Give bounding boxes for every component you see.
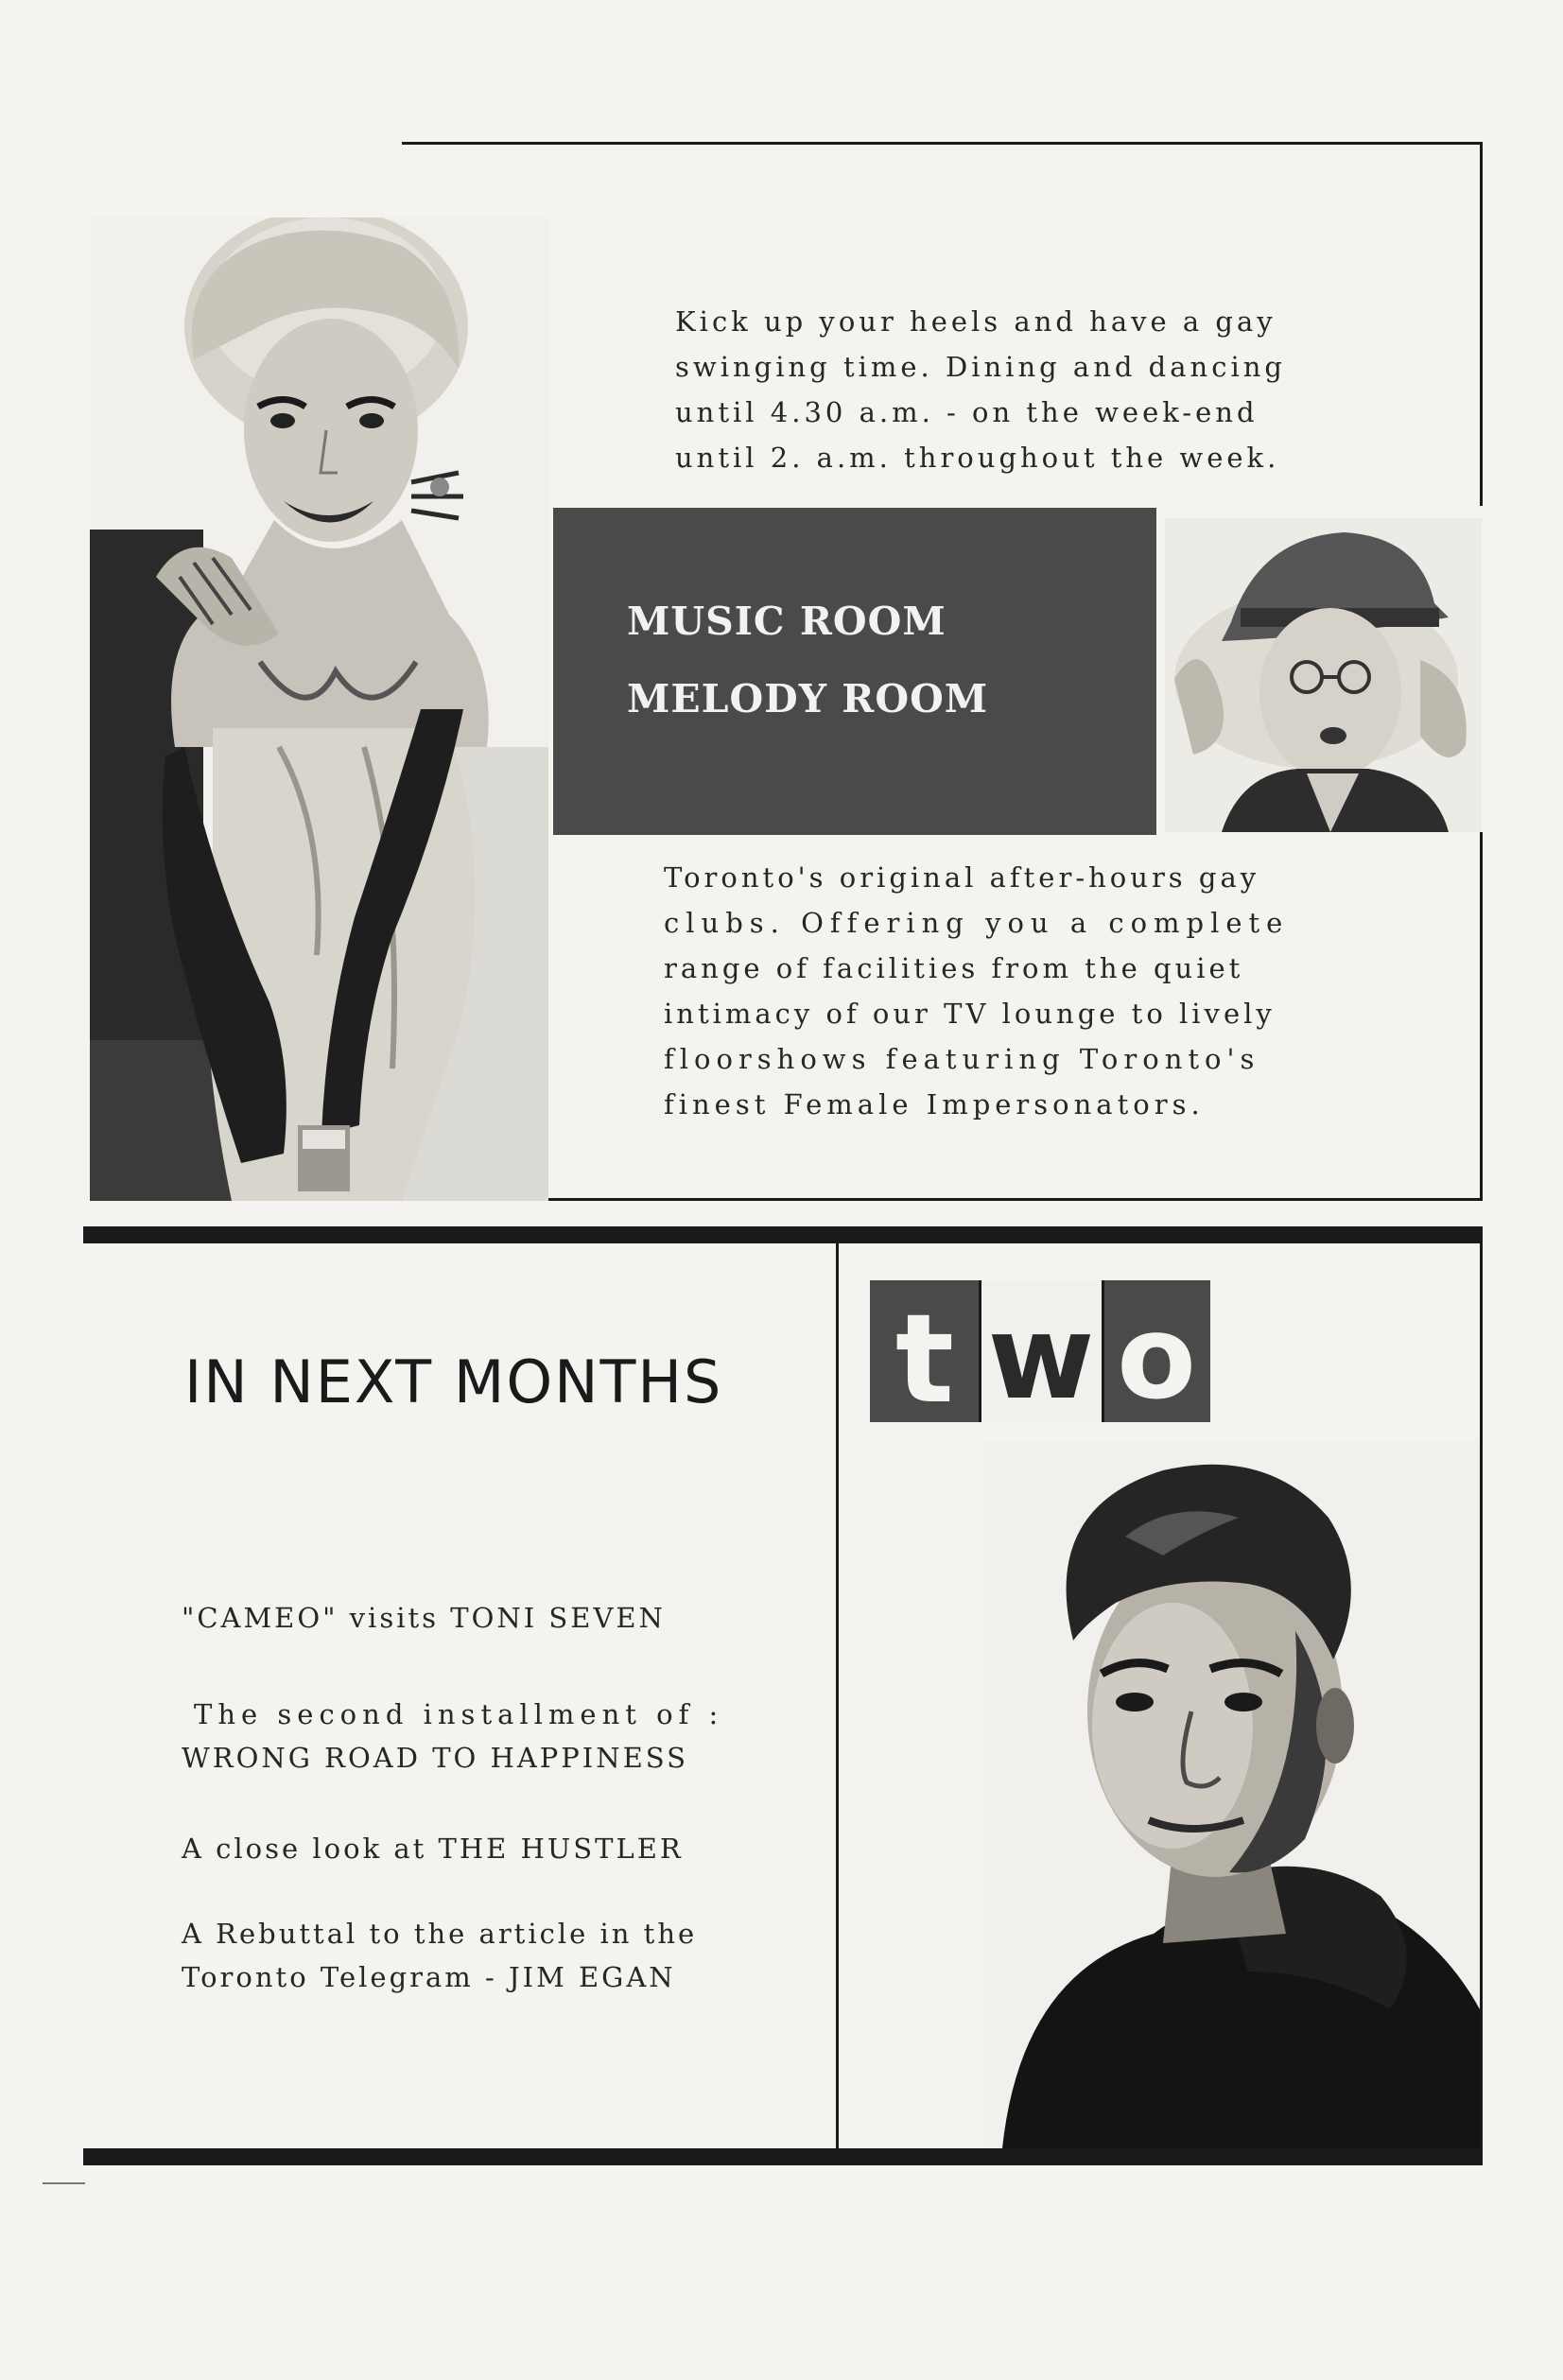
next-item-wrong-road: WRONG ROAD TO HAPPINESS (182, 1742, 689, 1774)
logo-letter-w: w (987, 1291, 1095, 1422)
ad-description-line-2: clubs. Offering you a complete (664, 907, 1290, 939)
young-man-portrait (983, 1442, 1480, 2148)
ad-description-line-1: Toronto's original after-hours gay (664, 861, 1260, 894)
club-name-melody-room: MELODY ROOM (627, 676, 989, 721)
ad-frame-top (402, 142, 1482, 145)
two-logo-letters (895, 1287, 1196, 1422)
logo-letter-o: o (1117, 1291, 1196, 1422)
ad-frame-bottom (402, 1198, 1482, 1201)
page-margin-mark (43, 2182, 85, 2184)
performer-photo (90, 217, 548, 1201)
next-item-installment-intro: The second installment of : (194, 1698, 724, 1730)
next-item-rebuttal: A Rebuttal to the article in the (182, 1918, 698, 1950)
ad-description-line-5: floorshows featuring Toronto's (664, 1043, 1260, 1075)
ad-intro-line-2: swinging time. Dining and dancing (675, 351, 1286, 383)
ad-intro-line-1: Kick up your heels and have a gay (675, 305, 1276, 338)
ad-description-line-4: intimacy of our TV lounge to lively (664, 998, 1276, 1030)
panel-bottom-bar (83, 2148, 1483, 2165)
next-item-cameo: "CAMEO" visits TONI SEVEN (182, 1602, 666, 1634)
ad-frame-right-lower (1480, 832, 1483, 1201)
panel-right-edge (1480, 1243, 1483, 2148)
hat-portrait-photo (1165, 518, 1482, 832)
ad-intro-line-3: until 4.30 a.m. - on the week-end (675, 396, 1259, 428)
ad-frame-right (1480, 142, 1483, 506)
logo-letter-t: t (894, 1287, 955, 1422)
next-item-telegram: Toronto Telegram - JIM EGAN (182, 1961, 676, 1993)
club-names-box (553, 508, 1156, 835)
ad-intro-line-4: until 2. a.m. throughout the week. (675, 442, 1280, 474)
club-name-music-room: MUSIC ROOM (627, 599, 946, 644)
ad-description-line-3: range of facilities from the quiet (664, 952, 1244, 984)
panel-top-bar (83, 1226, 1483, 1243)
panel-divider (836, 1243, 839, 2148)
ad-description-line-6: finest Female Impersonators. (664, 1088, 1205, 1121)
next-item-hustler: A close look at THE HUSTLER (182, 1833, 684, 1865)
two-magazine-logo (870, 1280, 1210, 1422)
next-month-heading: IN NEXT MONTHS (184, 1347, 723, 1416)
